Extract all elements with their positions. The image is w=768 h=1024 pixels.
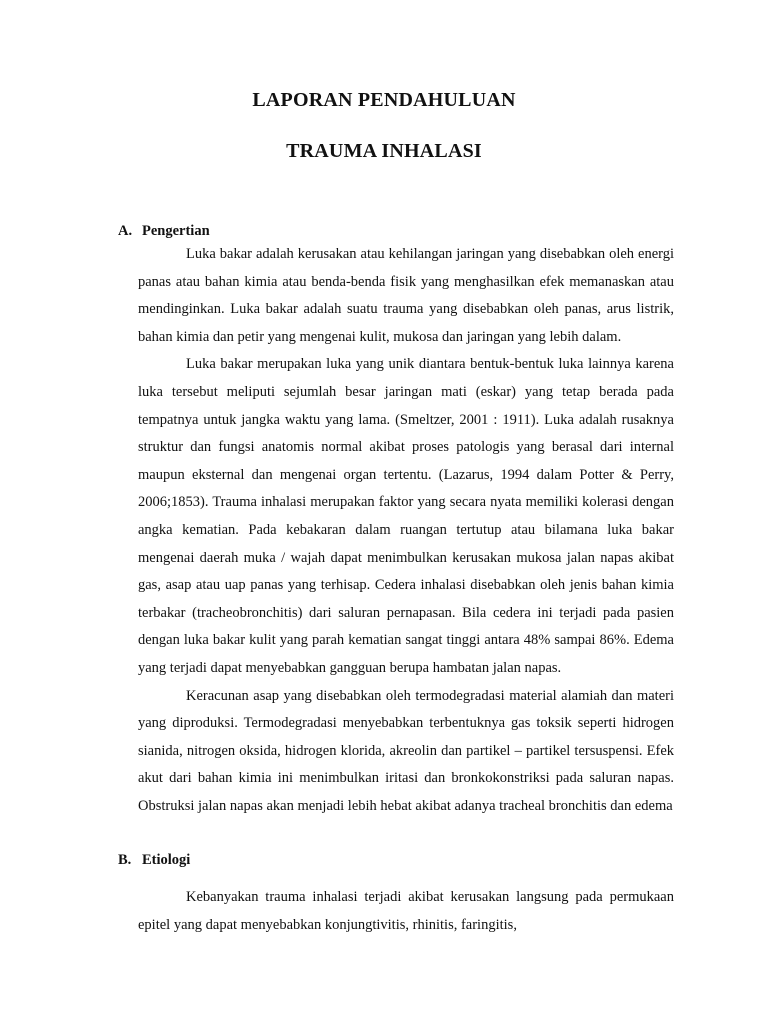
section-heading-pengertian [118, 223, 210, 240]
section-body-pengertian [138, 241, 674, 820]
paragraph: Keracunan asap yang disebabkan oleh termodegradasi material alamiah dan materi yang diproduksi. Termodegradasi menyebabkan terbentuknya gas toksik seperti hidrogen sianida, nitrogen oksida, hidrogen klorida, akreolin dan partikel – partikel tersuspensi. Efek akut dari bahan kimia ini menimbulkan iritasi dan bronkokonstriksi pada saluran napas. Obstruksi jalan napas akan menjadi lebih hebat akibat adanya tracheal bronchitis dan edema [138, 687, 674, 814]
paragraph: Luka bakar adalah kerusakan atau kehilangan jaringan yang disebabkan oleh energi panas atau bahan kimia atau benda-benda fisik yang menghasilkan efek memanaskan atau mendinginkan. Luka bakar adalah suatu trauma yang disebabkan oleh panas, arus listrik, bahan kimia dan petir yang mengenai kulit, mukosa dan jaringan yang lebih dalam. [138, 246, 674, 345]
paragraph: Luka bakar merupakan luka yang unik diantara bentuk-bentuk luka lainnya karena luka tersebut meliputi sejumlah besar jaringan mati (eskar) yang tetap berada pada tempatnya untuk jangka waktu yang lama. (Smeltzer, 2001 : 1911). Luka adalah rusaknya struktur dan fungsi anatomis normal akibat proses patologis yang berasal dari internal maupun eksternal dan mengenai organ tertentu. (Lazarus, 1994 dalam Potter & Perry, 2006;1853). Trauma inhalasi merupakan faktor yang secara nyata memiliki kolerasi dengan angka kematian. Pada kebakaran dalam ruangan tertutup atau bilamana luka bakar mengenai daerah muka / wajah dapat menimbulkan kerusakan mukosa jalan napas akibat gas, asap atau uap panas yang terhisap. Cedera inhalasi disebabkan oleh jenis bahan kimia terbakar (tracheobronchitis) dari saluran pernapasan. Bila cedera ini terjadi pada pasien dengan luka bakar kulit yang parah kematian sangat tinggi antara 48% sampai 86%. Edema yang terjadi dapat menyebabkan gangguan berupa hambatan jalan napas. [138, 356, 674, 676]
paragraph: Kebanyakan trauma inhalasi terjadi akibat kerusakan langsung pada permukaan epitel yang dapat menyebabkan konjungtivitis, rhinitis, faringitis, [138, 889, 674, 933]
section-marker: A. [118, 223, 133, 239]
document-subtitle: TRAUMA INHALASI [286, 140, 482, 162]
section-body-etiologi [138, 884, 674, 939]
section-title: Etiologi [142, 852, 191, 868]
document-title: LAPORAN PENDAHULUAN [252, 89, 516, 111]
section-title: Pengertian [142, 223, 210, 239]
section-heading-etiologi [118, 852, 190, 869]
section-marker: B. [118, 852, 132, 868]
